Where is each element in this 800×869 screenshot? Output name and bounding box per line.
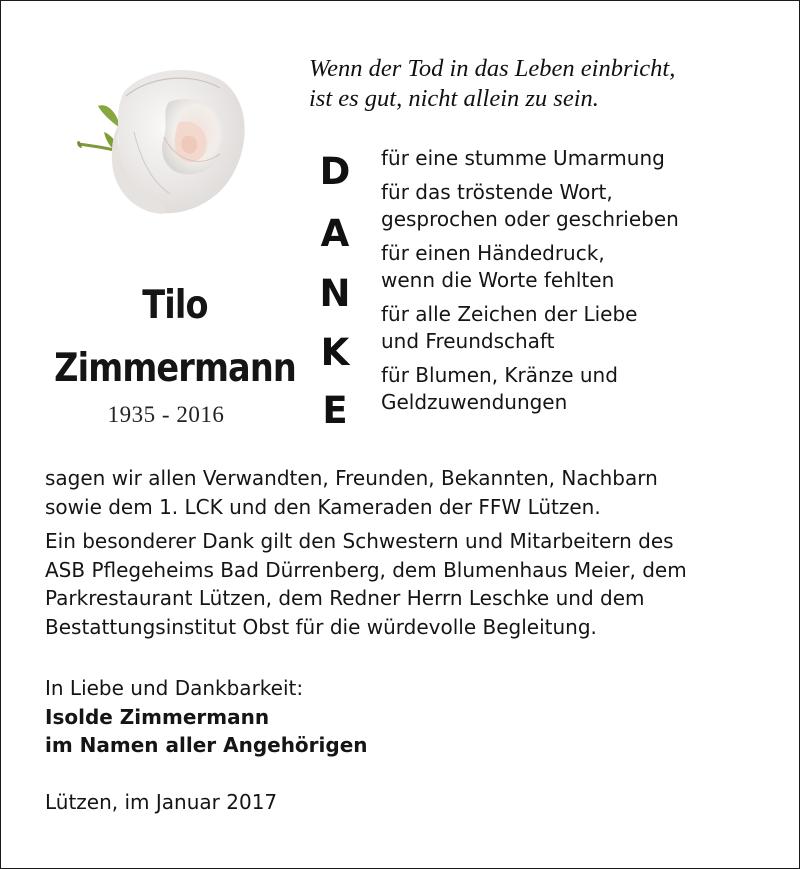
thanks-item <box>381 240 781 294</box>
paragraph-line: Ein besonderer Dank gilt den Schwestern und Mitarbeitern des <box>45 529 674 553</box>
thanks-item <box>381 145 781 172</box>
life-years: 1935 - 2016 <box>107 402 225 427</box>
danke-letter-n: N <box>319 272 351 315</box>
signature-name: Isolde Zimmermann <box>45 704 270 729</box>
signature-block <box>45 674 765 760</box>
danke-letter-d: D <box>319 150 351 193</box>
thanks-paragraph-2 <box>45 527 765 641</box>
signature-on-behalf: im Namen aller Angehörigen <box>45 733 368 757</box>
thanks-item-line: für einen Händedruck, <box>381 241 605 265</box>
thanks-item-line: für das tröstende Wort, <box>381 180 613 204</box>
danke-letter-k: K <box>320 331 350 374</box>
motto <box>309 54 779 114</box>
thanks-item-line: für eine stumme Umarmung <box>381 146 665 170</box>
place-date-text: Lützen, im Januar 2017 <box>45 790 278 814</box>
thanks-item-line: wenn die Worte fehlten <box>381 268 615 292</box>
signature-intro: In Liebe und Dankbarkeit: <box>45 676 304 700</box>
paragraph-line: ASB Pflegeheims Bad Dürrenberg, dem Blumenhaus Meier, dem <box>45 557 687 582</box>
paragraph-line: Parkrestaurant Lützen, dem Redner Herrn Leschke und dem <box>45 586 645 610</box>
motto-line-1: Wenn der Tod in das Leben einbricht, <box>309 55 676 82</box>
thanks-item <box>381 301 781 355</box>
deceased-last-name: Zimmermann <box>54 346 296 391</box>
danke-letter-e: E <box>322 389 348 432</box>
paragraph-line: Bestattungsinstitut Obst für die würdevolle Begleitung. <box>45 614 597 639</box>
thanks-item-line: für alle Zeichen der Liebe <box>381 302 638 326</box>
thanks-item-line: für Blumen, Kränze und <box>381 363 618 387</box>
deceased-first-name: Tilo <box>142 283 208 328</box>
thanks-item <box>381 362 781 416</box>
motto-line-2: ist es gut, nicht allein zu sein. <box>309 85 599 112</box>
danke-letter-a: A <box>320 212 350 255</box>
thanks-item-line: und Freundschaft <box>381 329 555 353</box>
thanks-item-line: gesprochen oder geschrieben <box>381 207 679 231</box>
thanks-item <box>381 179 781 233</box>
thanks-paragraph-1 <box>45 464 765 521</box>
paragraph-line: sagen wir allen Verwandten, Freunden, Bekannten, Nachbarn <box>45 466 658 490</box>
paragraph-line: sowie dem 1. LCK und den Kameraden der FFW Lützen. <box>45 494 601 519</box>
thanks-list <box>381 145 781 423</box>
thanks-item-line: Geldzuwendungen <box>381 390 568 414</box>
white-rose-icon <box>74 62 254 222</box>
place-date <box>45 788 765 817</box>
